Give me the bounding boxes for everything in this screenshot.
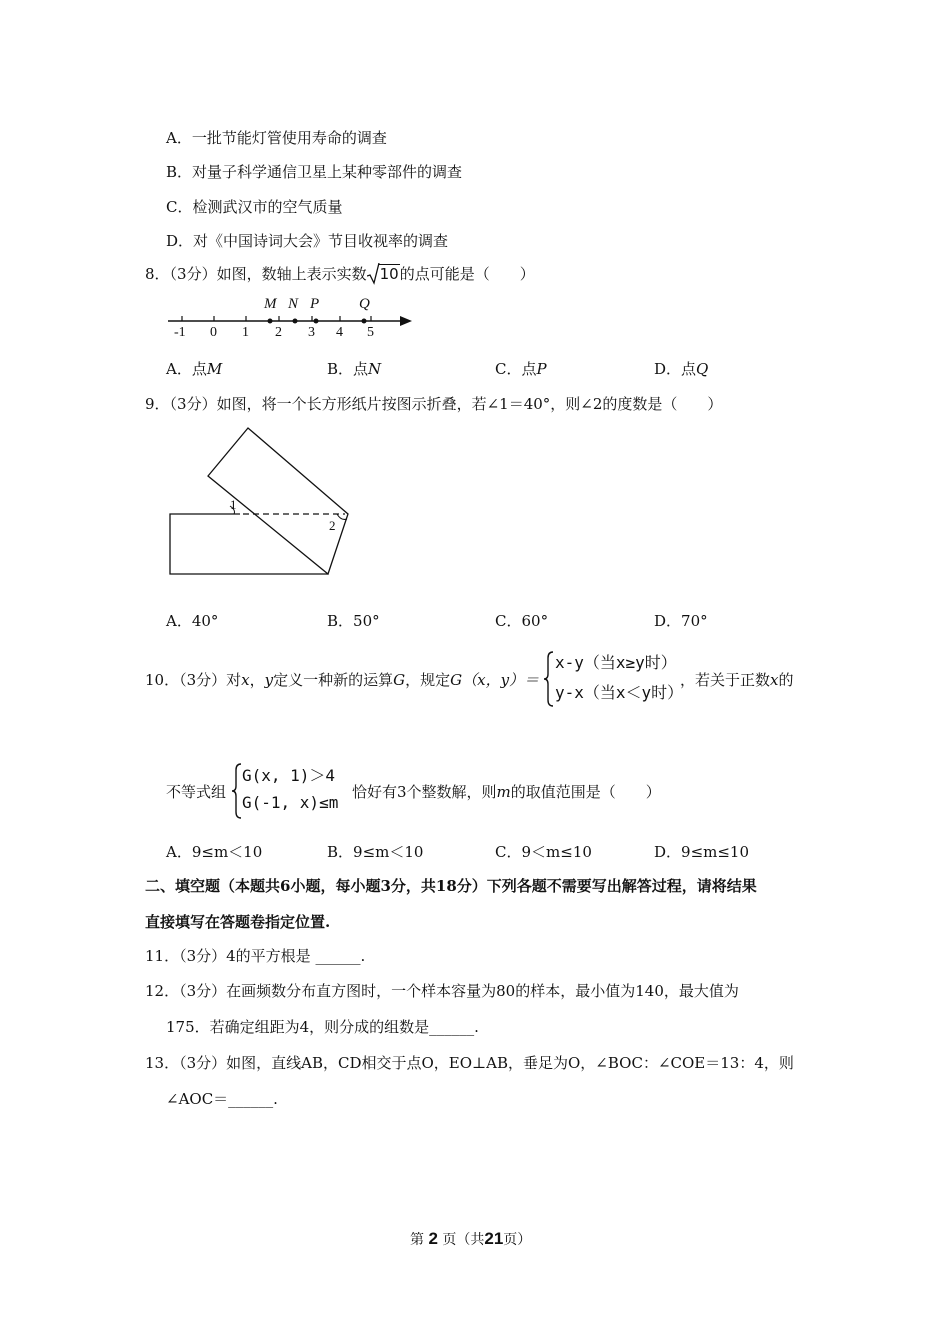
q10-option-c: C．9＜m≤10 bbox=[495, 843, 592, 861]
q7-option-c: C．检测武汉市的空气质量 bbox=[166, 198, 343, 216]
point-label-q: Q bbox=[359, 296, 370, 312]
folded-rectangle-svg bbox=[160, 420, 360, 585]
point-n bbox=[293, 319, 298, 324]
point-label-p: P bbox=[310, 296, 320, 312]
angle-label-1: 1 bbox=[230, 497, 237, 512]
q10-option-d: D．9≤m≤10 bbox=[654, 843, 750, 861]
q13-stem-line1: 13．（3分）如图，直线AB，CD相交于点O，EO⊥AB，垂足为O，∠BOC：∠COE＝13：4，则 bbox=[145, 1054, 794, 1072]
q11-stem: 11．（3分）4的平方根是 ______. bbox=[145, 947, 366, 965]
piecewise-brace bbox=[543, 650, 555, 712]
tick-label: 3 bbox=[308, 325, 315, 340]
q10-stem-line2-right: 恰好有3个整数解，则m的取值范围是（ ） bbox=[352, 783, 661, 801]
q9-option-c: C．60° bbox=[495, 612, 549, 630]
tick-label: 2 bbox=[275, 325, 282, 340]
point-q bbox=[362, 319, 367, 324]
point-label-n: N bbox=[288, 296, 299, 312]
rectangle-outline bbox=[170, 514, 328, 574]
q9-stem: 9．（3分）如图，将一个长方形纸片按图示折叠，若∠1＝40°，则∠2的度数是（ ） bbox=[145, 395, 723, 413]
piecewise-case-1: x-y（当x≥y时） bbox=[555, 653, 677, 672]
axis-arrow-icon bbox=[400, 316, 412, 326]
q7-option-b: B．对量子科学通信卫星上某种零部件的调查 bbox=[166, 163, 463, 181]
q10-stem-line1-left: 10．（3分）对x，y定义一种新的运算G，规定G（x，y）＝ bbox=[145, 671, 540, 689]
q9-option-b: B．50° bbox=[327, 612, 380, 630]
q10-option-a: A．9≤m＜10 bbox=[166, 843, 263, 861]
q12-stem-line1: 12．（3分）在画频数分布直方图时，一个样本容量为80的样本，最小值为140，最大值为 bbox=[145, 982, 739, 1000]
brace-icon bbox=[543, 650, 555, 708]
q9-option-a: A．40° bbox=[166, 612, 219, 630]
point-m bbox=[268, 319, 273, 324]
q10-stem-line2-left: 不等式组 bbox=[166, 783, 227, 801]
current-page: 2 bbox=[428, 1229, 438, 1248]
sqrt-symbol bbox=[367, 265, 400, 283]
tick-label: -1 bbox=[174, 325, 186, 340]
q10-stem-line1-right: ，若关于正数x的 bbox=[680, 671, 794, 689]
angle-label-2: 2 bbox=[329, 518, 336, 533]
folded-part-outline bbox=[208, 428, 348, 574]
section2-heading-line1: 二、填空题（本题共6小题，每小题3分，共18分）下列各题不需要写出解答过程，请将结果 bbox=[145, 877, 757, 895]
inequality-1: G(x, 1)＞4 bbox=[242, 766, 336, 785]
tick-label: 4 bbox=[336, 325, 343, 340]
q8-option-d: D．点Q bbox=[654, 360, 709, 378]
q7-option-a: A．一批节能灯管使用寿命的调查 bbox=[166, 129, 387, 147]
section2-heading-line2: 直接填写在答题卷指定位置. bbox=[145, 913, 331, 931]
total-pages: 21 bbox=[484, 1229, 504, 1248]
q8-option-b: B．点N bbox=[327, 360, 382, 378]
page-footer: 第 2 页（共21页） bbox=[410, 1229, 532, 1248]
angle-2-arc bbox=[337, 514, 347, 519]
folded-rectangle-figure bbox=[160, 420, 360, 585]
tick-label: 5 bbox=[367, 325, 374, 340]
radicand: 10 bbox=[379, 265, 399, 283]
number-line-figure bbox=[166, 295, 416, 343]
inequality-2: G(-1, x)≤m bbox=[242, 793, 339, 812]
q8-stem: 8．（3分）如图，数轴上表示实数 10的点可能是（ ） bbox=[145, 265, 535, 283]
q7-option-d: D．对《中国诗词大会》节目收视率的调查 bbox=[166, 232, 449, 250]
q12-stem-line2: 175．若确定组距为4，则分成的组数是______. bbox=[166, 1018, 479, 1036]
point-p bbox=[314, 319, 319, 324]
tick-label: 1 bbox=[242, 325, 249, 340]
q8-option-c: C．点P bbox=[495, 360, 547, 378]
q8-option-a: A．点M bbox=[166, 360, 223, 378]
q10-option-b: B．9≤m＜10 bbox=[327, 843, 424, 861]
point-label-m: M bbox=[264, 296, 277, 312]
piecewise-case-2: y-x（当x＜y时） bbox=[555, 683, 684, 702]
tick-label: 0 bbox=[210, 325, 217, 340]
q9-option-d: D．70° bbox=[654, 612, 708, 630]
q13-stem-line2: ∠AOC＝______. bbox=[166, 1090, 278, 1108]
